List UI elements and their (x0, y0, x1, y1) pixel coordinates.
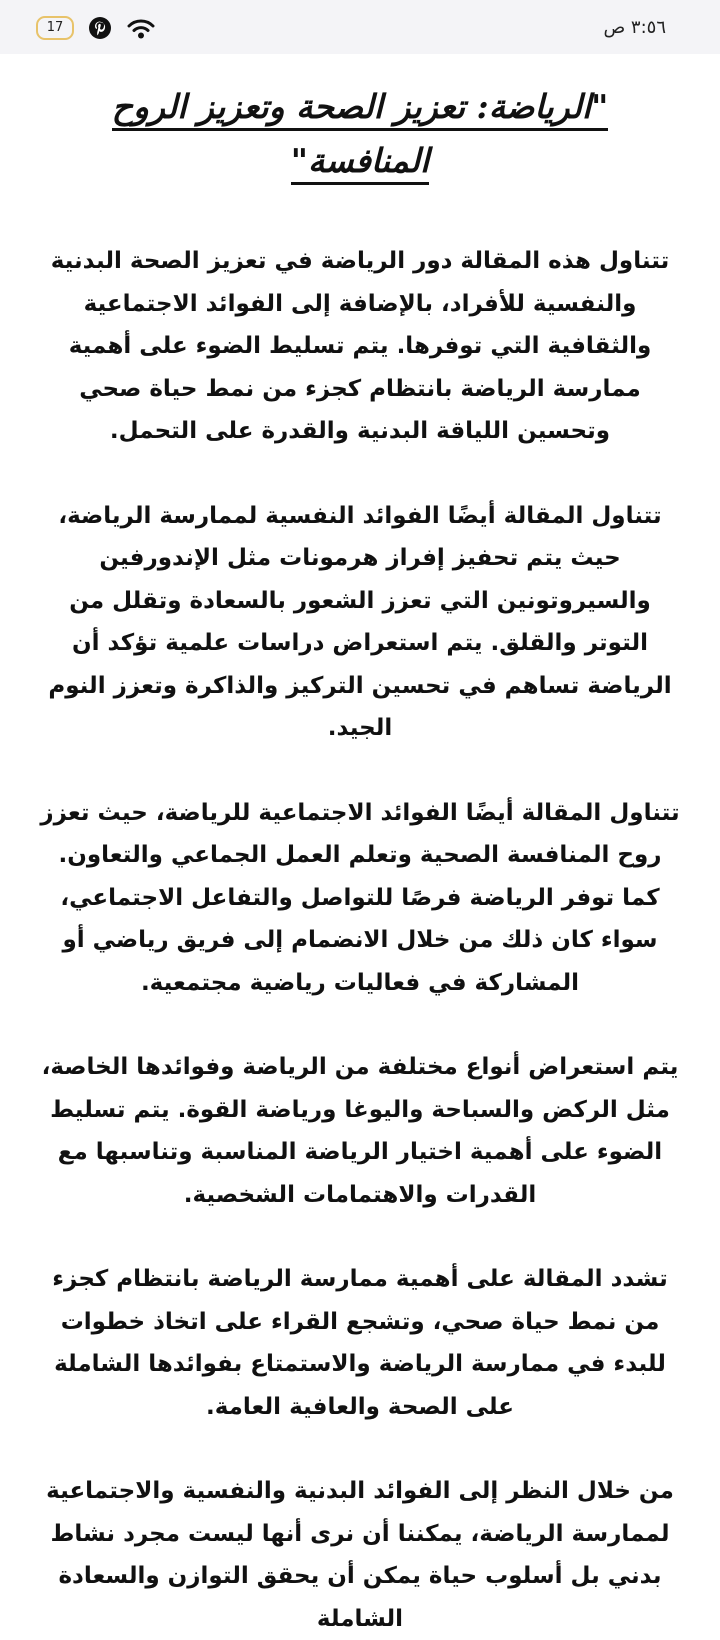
pinterest-icon (88, 16, 112, 40)
paragraph-5: تشدد المقالة على أهمية ممارسة الرياضة بانتظام كجزء من نمط حياة صحي، وتشجع القراء على اتخاذ خطوات للبدء في ممارسة الرياضة والاستمتاع بفوائدها الشاملة على الصحة والعافية العامة. (52, 1266, 668, 1420)
paragraph-6: من خلال النظر إلى الفوائد البدنية والنفسية والاجتماعية لممارسة الرياضة، يمكننا أن نرى أنها ليست مجرد نشاط بدني بل أسلوب حياة يمكن أن يحقق التوازن والسعادة الشاملة (46, 1478, 674, 1632)
paragraph-2: تتناول المقالة أيضًا الفوائد النفسية لممارسة الرياضة، حيث يتم تحفيز إفراز هرمونات مثل الإندورفين والسيروتونين التي تعزز الشعور بالسعادة وتقلل من التوتر والقلق. يتم استعراض دراسات علمية تؤكد أن الرياضة تساهم في تحسين التركيز والذاكرة وتعزز النوم الجيد. (48, 502, 672, 741)
paragraph-4: يتم استعراض أنواع مختلفة من الرياضة وفوائدها الخاصة، مثل الركض والسباحة واليوغا ورياضة القوة. يتم تسليط الضوء على أهمية اختيار الرياضة المناسبة وتناسبها مع القدرات والاهتمامات الشخصية. (41, 1054, 679, 1208)
article (40, 70, 680, 1640)
status-time: ٣:٥٦ ص (603, 17, 666, 38)
paragraph-1: تتناول هذه المقالة دور الرياضة في تعزيز الصحة البدنية والنفسية للأفراد، بالإضافة إلى الفوائد الاجتماعية والثقافية التي توفرها. يتم تسليط الضوء على أهمية ممارسة الرياضة بانتظام كجزء من نمط حياة صحي وتحسين اللياقة البدنية والقدرة على التحمل. (50, 248, 670, 444)
status-bar (0, 0, 720, 54)
article-title (40, 80, 680, 188)
battery-icon: 17 (36, 16, 74, 40)
title-line-2: المنافسة" (291, 141, 429, 185)
status-icons (36, 16, 156, 40)
title-line-1: "الرياضة: تعزيز الصحة وتعزيز الروح (112, 87, 609, 131)
wifi-icon (126, 16, 156, 40)
paragraph-3: تتناول المقالة أيضًا الفوائد الاجتماعية للرياضة، حيث تعزز روح المنافسة الصحية وتعلم العمل الجماعي والتعاون. كما توفر الرياضة فرصًا للتواصل والتفاعل الاجتماعي، سواء كان ذلك من خلال الانضمام إلى فريق رياضي أو المشاركة في فعاليات رياضية مجتمعية. (40, 799, 680, 996)
